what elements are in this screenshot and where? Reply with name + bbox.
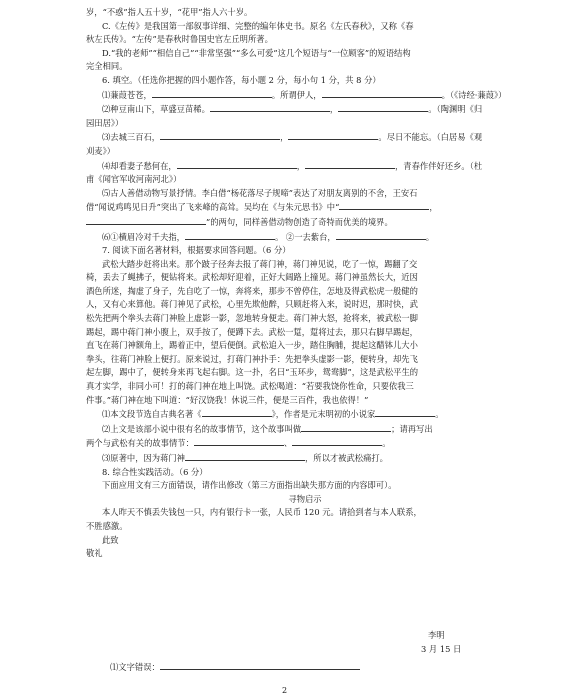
answer-blank[interactable]: [305, 159, 395, 169]
notice-title: 寻物启示: [288, 493, 322, 504]
document-page: [86, 6, 524, 672]
answer-blank[interactable]: [160, 660, 360, 670]
q6-item-5: ⑸古人善借动物写景抒情。李白借“杨花落尽子规啼”表达了对朋友离别的不舍，王安石: [102, 187, 418, 198]
answer-blank[interactable]: [322, 88, 442, 98]
passage-line: 人，又有心来算他。蒋门神见了武松，心里先欺他醉，只顾赶将入来，说时迟，那时快，武: [86, 299, 418, 310]
text-line: 秋左氏传》。“左传”是春秋时鲁国史官左丘明所著。: [86, 34, 273, 45]
page-number: 2: [282, 686, 288, 695]
passage-line: 直飞在蒋门神额角上，踢着正中，望后便倒。武松追入一步，踏住胸脯，提起这醋钵儿大小: [86, 340, 418, 351]
q6-item-2: ⑵种豆南山下，草盛豆苗稀。 ， 。（陶渊明《归: [102, 104, 483, 115]
answer-blank[interactable]: [210, 102, 330, 112]
signature-name: 李明: [428, 630, 445, 640]
answer-blank[interactable]: [152, 88, 272, 98]
q6-item-1: ⑴蒹葭苍苍， 。所谓伊人， 。（《诗经·蒹葭》）: [102, 89, 507, 100]
signature-date: 3 月 15 日: [421, 644, 462, 654]
answer-blank[interactable]: [202, 407, 272, 417]
text-line: ”的两句，同样善借动物创造了奇特而优美的境界。: [86, 215, 524, 230]
q7-item-1: ⑴本文段节选自古典名著《 》，作者是元末明初的小说家 。: [102, 409, 444, 420]
text-line: 岁，“不惑”指人五十岁，“花甲”指人六十岁。: [86, 7, 253, 17]
passage-line: 椅，丢去了蝇拂子，便钻将来。武松却好迎着，正好大阔路上撞见。蒋门神虽然长大，近因: [86, 272, 418, 283]
text-line: 借“闻说鸡鸣见日升”突出了飞来峰的高耸。吴均在《与朱元思书》中“ ，: [86, 202, 438, 213]
passage-line: 酒色所迷，掏虚了身子，先自吃了一惊，奔将来，那步不曾停住，怎地及得武松虎一般健的: [86, 285, 418, 296]
answer-blank[interactable]: [339, 200, 429, 210]
q7-item-3: ⑶原著中，因为蒋门神 ，所以才被武松痛打。: [102, 453, 388, 463]
text-line: 完全相同。: [86, 61, 128, 72]
notice-body: 本人昨天不慎丢失钱包一只，内有银行卡一张，人民币 120 元。请拾到者与本人联系，: [102, 507, 422, 518]
text-line: 两个与武松有关的故事情节： 、 。: [86, 438, 391, 449]
passage-line: 件事。”蒋门神在地下叫道：“好汉饶我！休说三件，便是三百件，我也依得！”: [86, 394, 369, 405]
answer-blank[interactable]: [194, 436, 284, 446]
q7-item-2: ⑵上文是该部小说中很有名的故事情节，这个故事叫做 ；请再写出: [102, 423, 433, 434]
passage-line: 踢起，踢中蒋门神小腹上，双手按了，便蹲下去。武松一踅，踅将过去，那只右脚早踢起，: [86, 326, 418, 337]
text-line: 园田居》）: [86, 117, 124, 128]
answer-blank[interactable]: [86, 215, 206, 225]
notice-closing: 此致: [102, 534, 119, 545]
notice-salute: 敬礼: [86, 548, 103, 559]
answer-blank[interactable]: [177, 159, 297, 169]
answer-blank[interactable]: [375, 407, 435, 417]
passage-line: 真才实学，非同小可！打的蒋门神在地上叫饶。武松喝道：“若要我饶你性命，只要依我三: [86, 381, 414, 392]
question-7-heading: 7. 阅读下面名著材料，根据要求回答问题。（6 分）: [102, 245, 291, 256]
text-line: 下面应用文有三方面错误，请作出修改（第三方面指出缺失那方面的内容即可）。: [102, 480, 397, 491]
answer-blank[interactable]: [292, 436, 382, 446]
question-8-heading: 8. 综合性实践活动。（6 分）: [102, 466, 208, 477]
passage-line: 拳头，往蒋门神脸上便打。原来说过，打蒋门神扑手：先把拳头虚影一影，便转身，却先飞: [86, 353, 418, 364]
question-6-heading: 6. 填空。（任选你把握的四小题作答，每小题 2 分，每小句 1 分，共 8 分）: [102, 74, 381, 85]
passage-line: 武松大踏步赶将出来。那个跛子径奔去报了蒋门神，蒋门神见说，吃了一惊，踢翻了交: [102, 258, 418, 269]
answer-blank[interactable]: [338, 102, 428, 112]
answer-blank[interactable]: [336, 230, 426, 240]
q6-item-3: ⑶去城三百石， ， 。尽日不能忘。（白居易《观: [102, 132, 483, 143]
notice-body: 不胜感激。: [86, 520, 128, 531]
answer-blank[interactable]: [185, 451, 305, 461]
answer-blank[interactable]: [185, 230, 275, 240]
answer-blank[interactable]: [160, 130, 280, 140]
passage-line: 松先把两个拳头去蒋门神脸上虚影一影，忽地转身便走。蒋门神大怒，抢将来，被武松一脚: [86, 313, 418, 324]
q8-item-1: ⑴文字错误：: [110, 660, 360, 675]
q6-item-4: ⑷却看妻子愁何在， ， ，青春作伴好还乡。（杜: [102, 160, 483, 171]
answer-blank[interactable]: [288, 130, 378, 140]
option-d: D.“我的老师”“相信自己”“非常坚强”“多么可爱”这几个短语与“一位顾客”的短语结构: [102, 47, 411, 58]
option-c: C.《左传》是我国第一部叙事详细、完整的编年体史书。原名《左氏春秋》，又称《春: [102, 20, 414, 31]
answer-blank[interactable]: [301, 422, 391, 432]
q6-item-6: ⑹①横眉冷对千夫指， 。 ②一去紫台， 。: [102, 231, 435, 242]
passage-line: 起左脚，踢中了，便转身来再飞起右脚。这一扑，名曰“玉环步，鸳鸯脚”，这是武松平生的: [86, 367, 419, 378]
text-line: 甫《闻官军收河南河北》）: [86, 174, 182, 185]
text-line: 刈麦》）: [86, 145, 116, 156]
